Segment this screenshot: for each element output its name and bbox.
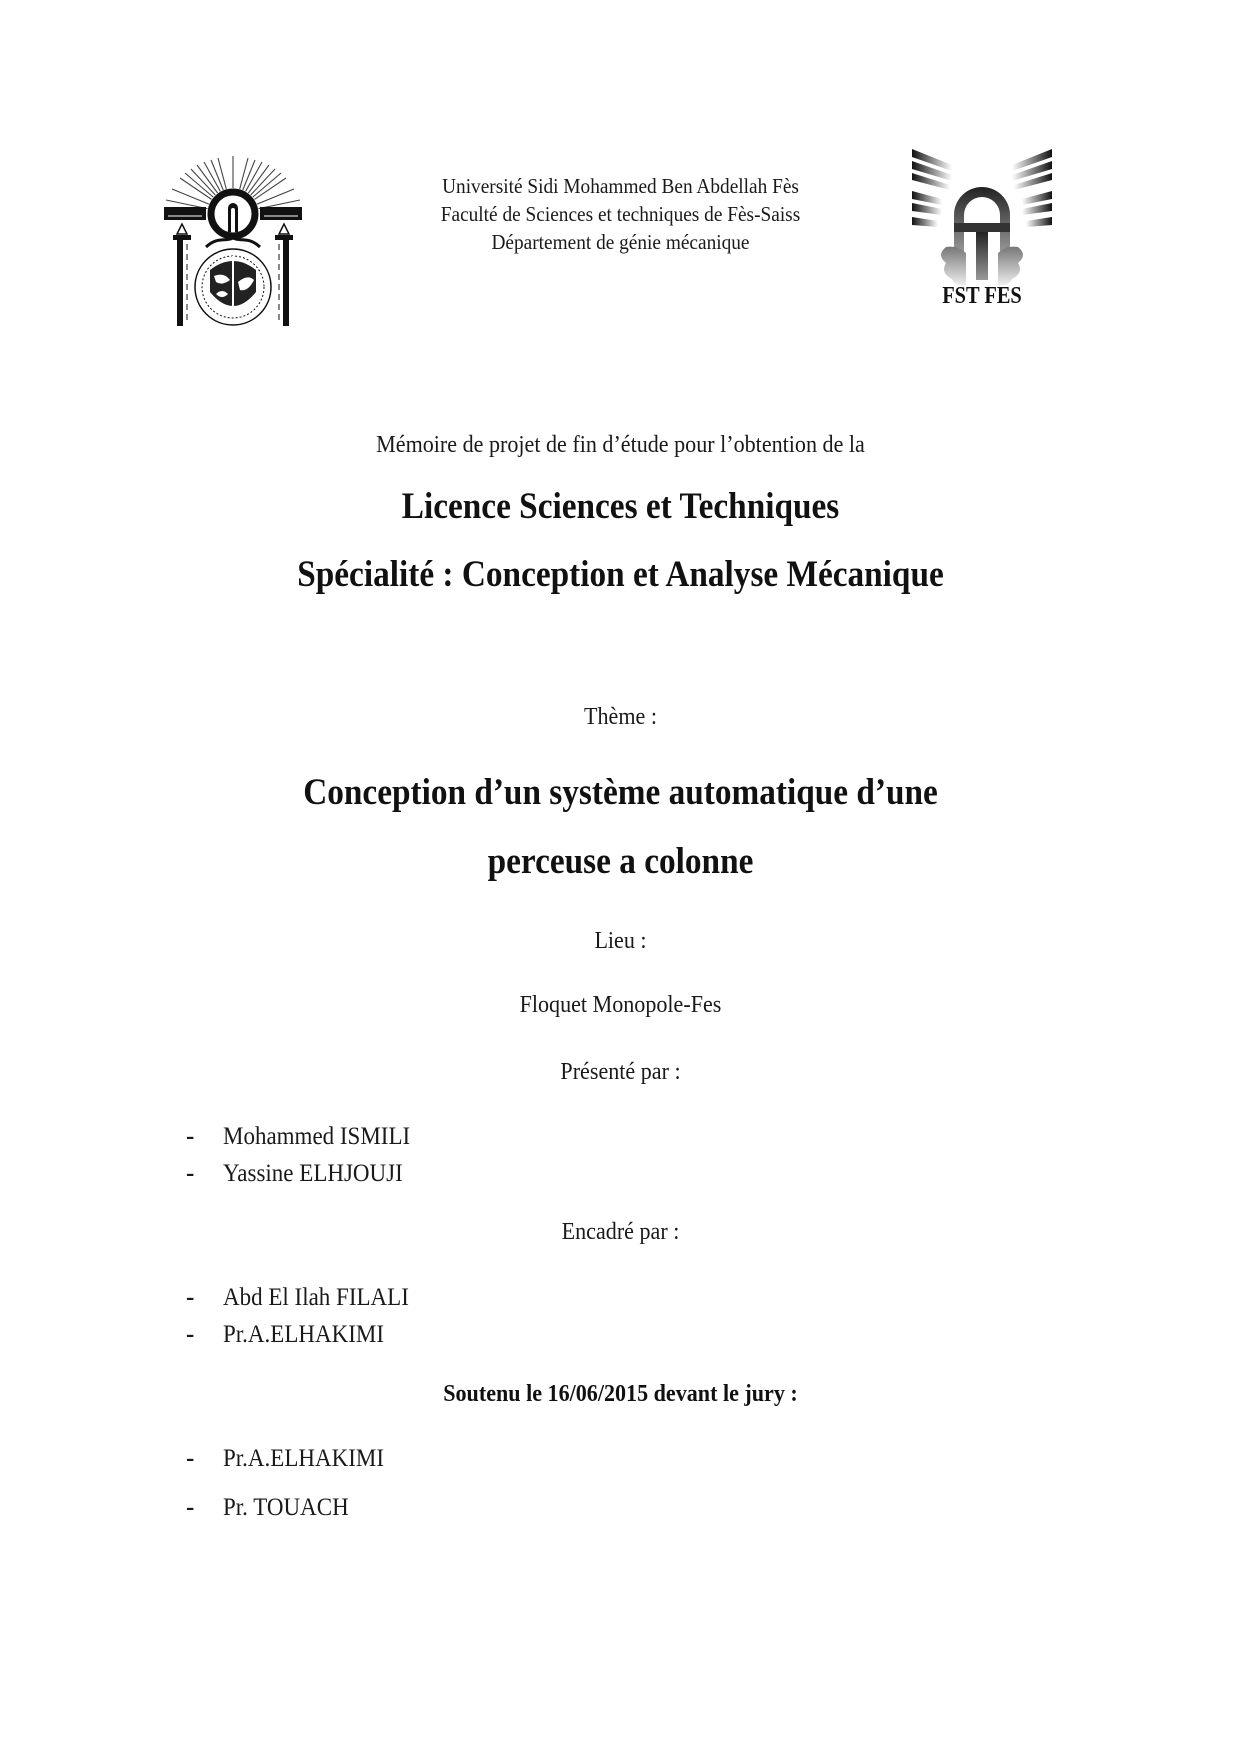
list-item: [186, 1160, 418, 1188]
supervised-by-label: Encadré par :: [561, 1219, 680, 1245]
list-bullet: -: [186, 1123, 195, 1150]
theme-title-line2: perceuse a colonne: [487, 841, 754, 882]
student-name: Mohammed ISMILI: [223, 1123, 411, 1150]
supervisor-name: Abd El Ilah FILALI: [223, 1284, 409, 1311]
degree-specialty: Spécialité : Conception et Analyse Mécanique: [297, 554, 944, 595]
department-name: Département de génie mécanique: [491, 230, 750, 254]
degree-title: Licence Sciences et Techniques: [401, 486, 840, 527]
jury-member-name: Pr. TOUACH: [223, 1494, 349, 1521]
location-label: Lieu :: [594, 928, 647, 954]
fst-fes-logo-text: FST FES: [942, 283, 1022, 309]
location-value: Floquet Monopole-Fes: [519, 992, 722, 1018]
faculty-name: Faculté de Sciences et techniques de Fès-Saiss: [440, 202, 801, 226]
list-bullet: -: [186, 1160, 195, 1187]
university-name: Université Sidi Mohammed Ben Abdellah Fès: [442, 174, 799, 198]
list-bullet: -: [186, 1284, 195, 1311]
presented-by-label: Présenté par :: [560, 1059, 681, 1085]
supervisor-name: Pr.A.ELHAKIMI: [223, 1321, 384, 1348]
jury-member-name: Pr.A.ELHAKIMI: [223, 1445, 384, 1472]
list-bullet: -: [186, 1321, 195, 1348]
list-item: [186, 1284, 425, 1312]
student-name: Yassine ELHJOUJI: [223, 1160, 403, 1187]
list-bullet: -: [186, 1445, 195, 1472]
degree-intro: Mémoire de projet de fin d’étude pour l’obtention de la: [376, 432, 865, 458]
list-item: [186, 1123, 426, 1151]
fst-fes-logo: [912, 143, 1052, 313]
theme-title-line1: Conception d’un système automatique d’une: [303, 772, 938, 813]
theme-label: Thème :: [584, 704, 657, 730]
list-item: [186, 1445, 398, 1473]
list-item: [186, 1321, 398, 1349]
defense-label: Soutenu le 16/06/2015 devant le jury :: [443, 1381, 798, 1407]
list-item: [186, 1494, 360, 1522]
list-bullet: -: [186, 1494, 195, 1521]
